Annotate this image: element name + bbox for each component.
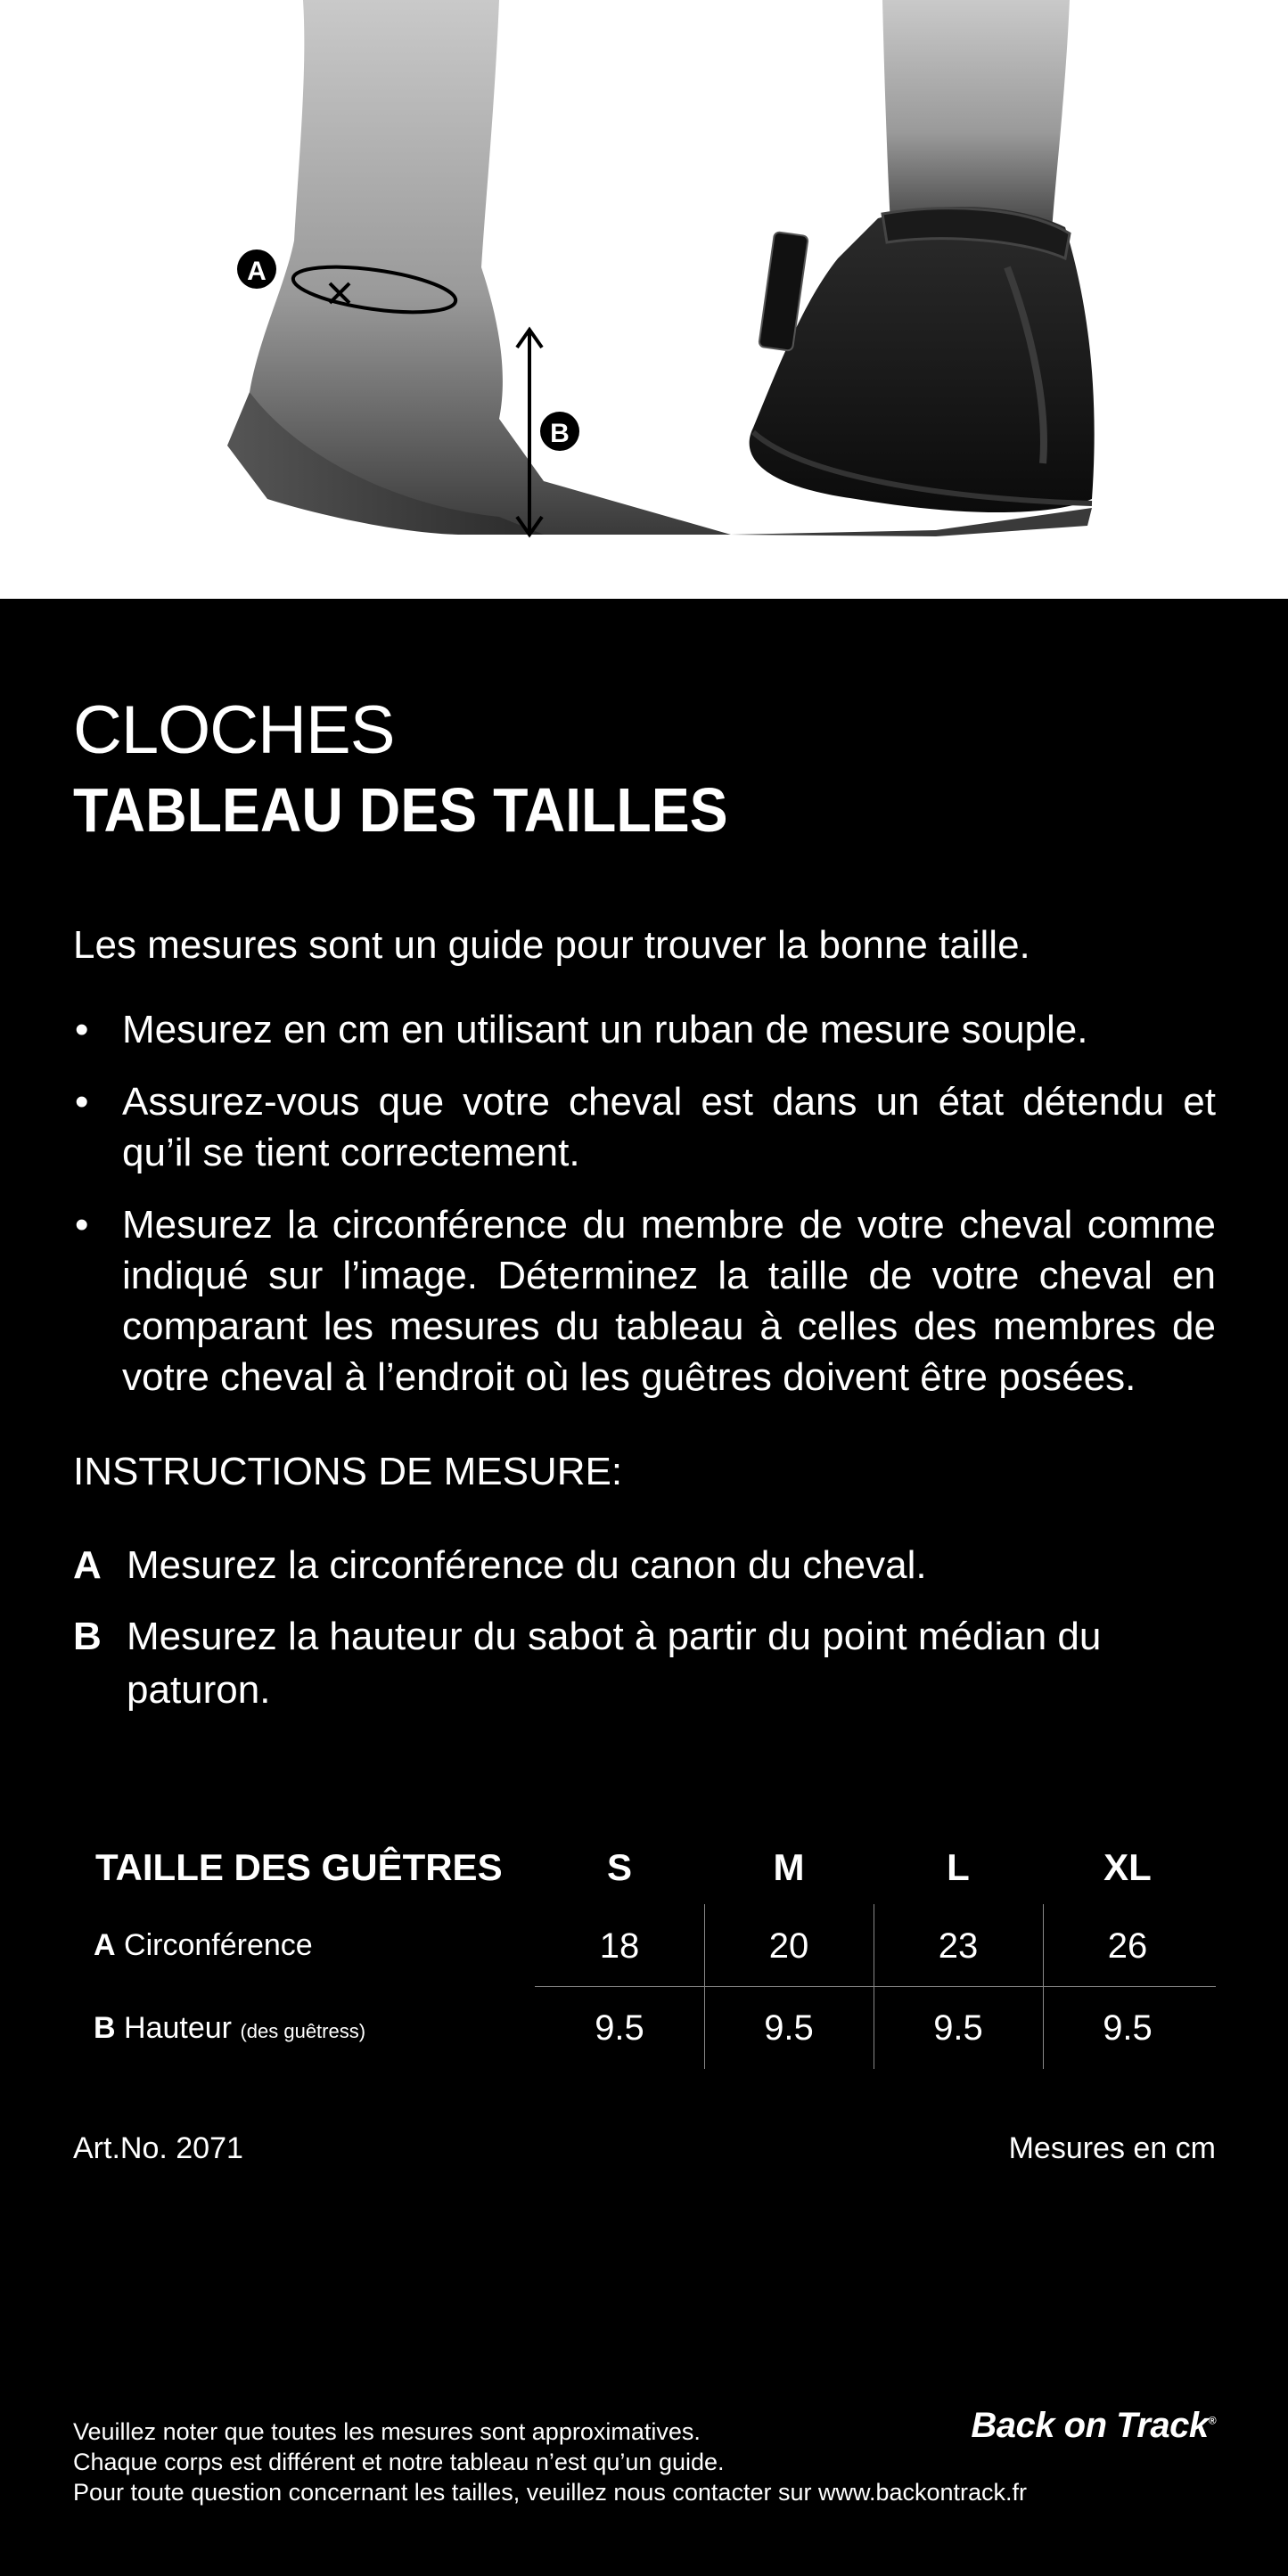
bullet-text: Mesurez la circonférence du membre de votre cheval comme indiqué sur l’image. Déterminez la taille de votre cheval en comparant les mesures du tableau à celles des membres de votre cheval à l’endroit où les guêtres doivent être posées. [122,1203,1216,1399]
row-label-note: (des guêtress) [240,2020,366,2042]
marker-a-label: A [247,257,267,286]
row-label-circumference [94,1928,313,1963]
step-b [73,1610,1216,1717]
registered-mark: ® [1208,2414,1216,2427]
table-cell: 9.5 [764,2008,814,2048]
size-header-xl: XL [1103,1846,1152,1888]
step-a [73,1539,1216,1592]
marker-b-label: B [550,419,570,448]
page-title-category: CLOCHES [73,692,395,768]
table-cell: 18 [599,1926,640,1966]
table-cell: 9.5 [1103,2008,1153,2048]
row-label-height [94,2011,365,2046]
row-key: A [94,1928,116,1962]
table-cell: 20 [768,1926,809,1966]
disclaimer-line: Pour toute question concernant les tailles, veuillez nous contacter sur www.backontrack.fr [73,2479,1028,2506]
table-cell: 26 [1107,1926,1148,1966]
step-key: A [73,1543,102,1587]
row-label-text: Hauteur [124,2011,232,2045]
list-item [73,1076,1216,1178]
right-leg-shape [882,0,1070,241]
size-header-m: M [773,1846,805,1888]
size-header-s: S [606,1846,632,1888]
instructions-heading: INSTRUCTIONS DE MESURE: [73,1450,623,1493]
disclaimer-line: Veuillez noter que toutes les mesures sont approximatives. [73,2418,701,2445]
disclaimer-line: Chaque corps est différent et notre tableau n’est qu’un guide. [73,2449,725,2475]
step-key: B [73,1615,102,1658]
bullet-text: Assurez-vous que votre cheval est dans un état détendu et qu’il se tient correctement. [122,1080,1216,1174]
hoof-illustration [0,0,1288,599]
brand-name: Back on Track [971,2406,1209,2445]
row-label-text: Circonférence [124,1928,313,1962]
table-cell: 9.5 [595,2008,644,2048]
intro-text: Les mesures sont un guide pour trouver la bonne taille. [73,923,1030,967]
bullet-list [73,1004,1216,1424]
units-note: Mesures en cm [1008,2131,1216,2165]
right-hoof-base [731,508,1092,536]
disclaimer [73,2417,1027,2507]
table-row-divider [535,1986,1216,1987]
bullet-glyph: • [75,1203,89,1247]
list-item [73,1199,1216,1402]
table-header-label: TAILLE DES GUÊTRES [95,1846,503,1888]
list-item [73,1004,1216,1055]
article-number: Art.No. 2071 [73,2131,243,2165]
brand-logo [971,2406,1216,2446]
step-text: Mesurez la circonférence du canon du cheval. [127,1543,927,1587]
bullet-glyph: • [75,1080,89,1124]
measurement-steps [73,1539,1216,1735]
step-text: Mesurez la hauteur du sabot à partir du point médian du paturon. [127,1615,1102,1712]
page-title: TABLEAU DES TAILLES [73,775,728,845]
bullet-text: Mesurez en cm en utilisant un ruban de mesure souple. [122,1008,1088,1051]
size-header-l: L [947,1846,970,1888]
row-key: B [94,2011,116,2045]
bullet-glyph: • [75,1008,89,1051]
table-cell: 23 [938,1926,979,1966]
table-cell: 9.5 [933,2008,983,2048]
